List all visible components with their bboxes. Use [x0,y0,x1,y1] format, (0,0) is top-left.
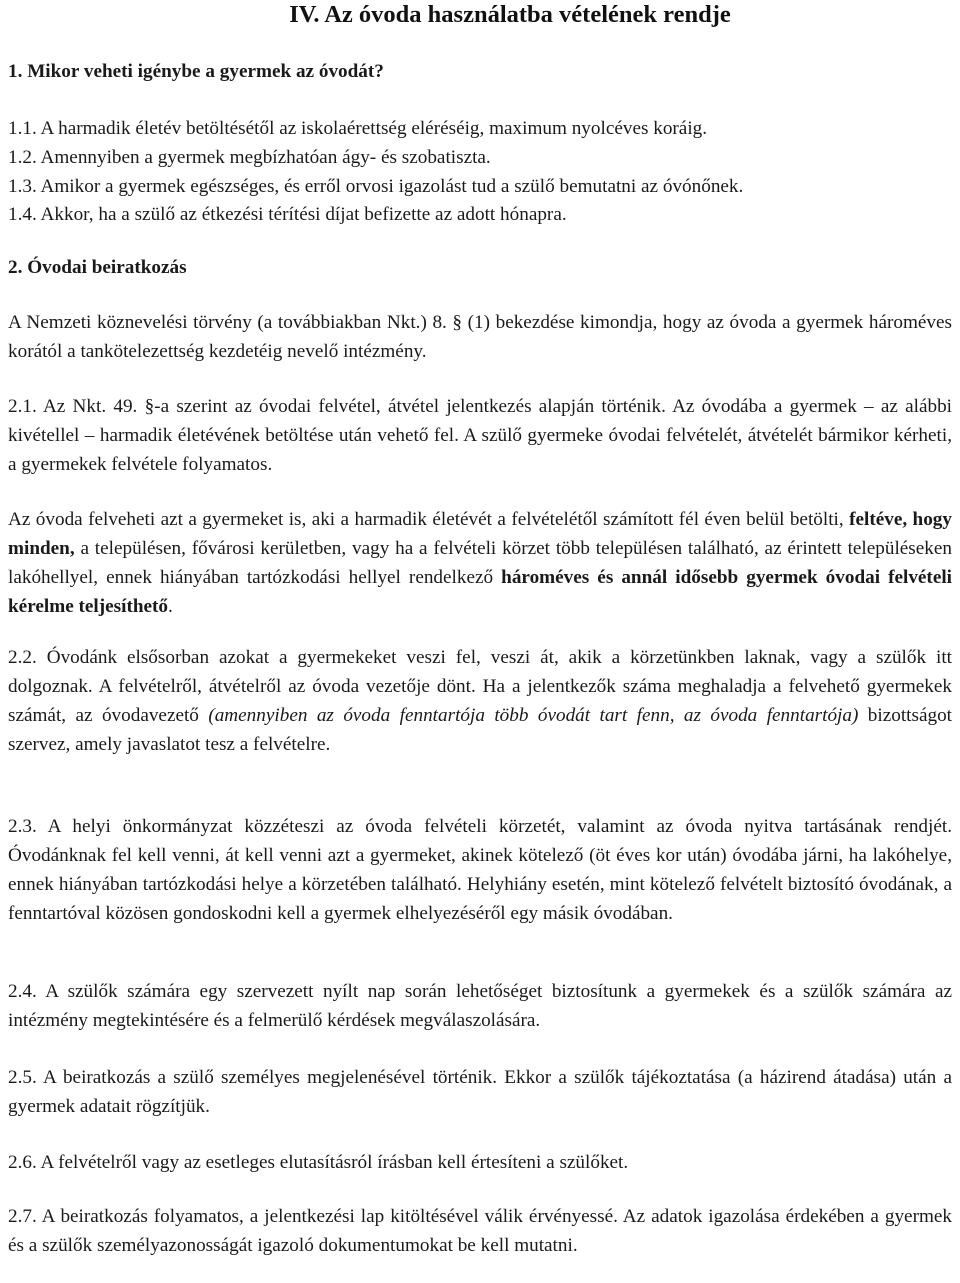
list-item-1-2: 1.2. Amennyiben a gyermek megbízhatóan ágy- és szobatiszta. [8,147,491,168]
page-title: IV. Az óvoda használatba vételének rendje [289,1,731,28]
italic-span: (amennyiben az óvoda fenntartója több óvodát tart fenn, az óvoda fenntartója) [208,705,859,726]
list-item-1-4: 1.4. Akkor, ha a szülő az étkezési térítési díjat befizette az adott hónapra. [8,204,567,225]
list-item-1-1: 1.1. A harmadik életév betöltésétől az iskolaérettség eléréséig, maximum nyolcéves koráig. [8,118,708,139]
section-2-heading: 2. Óvodai beiratkozás [8,257,187,278]
bold-span: hároméves és annál idősebb gyermek óvodai felvételi kérelme teljesíthető [8,567,952,617]
paragraph-2-1: 2.1. Az Nkt. 49. §-a szerint az óvodai felvétel, átvétel jelentkezés alapján történik. Az óvodába a gyermek – az alábbi kivétellel – harmadik életévének betöltése után vehető fel. A szülő gyermeke óvodai felvételét, átvételét bármikor kérheti, a gyermekek felvétele folyamatos. [8,396,952,475]
section-1-heading: 1. Mikor veheti igénybe a gyermek az óvodát? [8,61,384,82]
list-item-1-3: 1.3. Amikor a gyermek egészséges, és erről orvosi igazolást tud a szülő bemutatni az óvónőnek. [8,176,744,197]
text-span: bizottságot szervez, amely javaslatot tesz a felvételre. [8,705,952,755]
text-span: a településen, fővárosi kerületben, vagy ha a felvételi körzet több településen található, az érintett településeken lakóhellyel, ennek hiányában tartózkodási hellyel rendelkező [8,538,952,588]
paragraph-2-7: 2.7. A beiratkozás folyamatos, a jelentkezési lap kitöltésével válik érvényessé. Az adatok igazolása érdekében a gyermek és a szülők személyazonosságát igazoló dokumentumokat be kell mutatni. [8,1206,952,1256]
paragraph-2-3: 2.3. A helyi önkormányzat közzéteszi az óvoda felvételi körzetét, valamint az óvoda nyitva tartásának rendjét. Óvodánknak fel kell venni, át kell venni azt a gyermeket, akinek kötelező (öt éves kor után) óvodába járni, ha lakóhelye, ennek hiányában tartózkodási helye a körzetében található. Helyhiány esetén, mint kötelező felvételt biztosító óvodának, a fenntartóval közösen gondoskodni kell a gyermek elhelyezéséről egy másik óvodában. [8,816,952,924]
paragraph-2-6: 2.6. A felvételről vagy az esetleges elutasításról írásban kell értesíteni a szülőket. [8,1152,629,1173]
bold-span: feltéve, hogy minden, [8,509,952,559]
text-span: 2.2. Óvodánk elsősorban azokat a gyermekeket veszi fel, veszi át, akik a körzetünkben laknak, vagy a szülők itt dolgoznak. A felvételről, átvételről az óvoda vezetője dönt. Ha a jelentkezők száma meghaladja a felvehető gyermekek számát, az óvodavezető [8,647,952,726]
paragraph-2-4: 2.4. A szülők számára egy szervezett nyílt nap során lehetőséget biztosítunk a gyermekek és a szülők számára az intézmény megtekintésére és a felmerülő kérdések megválaszolására. [8,981,952,1031]
paragraph-intro: A Nemzeti köznevelési törvény (a továbbiakban Nkt.) 8. § (1) bekezdése kimondja, hogy az óvoda a gyermek hároméves korától a tankötelezettség kezdetéig nevelő intézmény. [8,312,952,362]
paragraph-2-2 [8,643,952,759]
text-span: Az óvoda felveheti azt a gyermeket is, aki a harmadik életévét a felvételétől számított fél éven belül betölti, [8,509,850,530]
text-span: . [168,596,173,617]
paragraph-2-5: 2.5. A beiratkozás a szülő személyes megjelenésével történik. Ekkor a szülők tájékoztatása (a házirend átadása) után a gyermek adatait rögzítjük. [8,1067,952,1117]
paragraph-felveheti [8,505,952,621]
